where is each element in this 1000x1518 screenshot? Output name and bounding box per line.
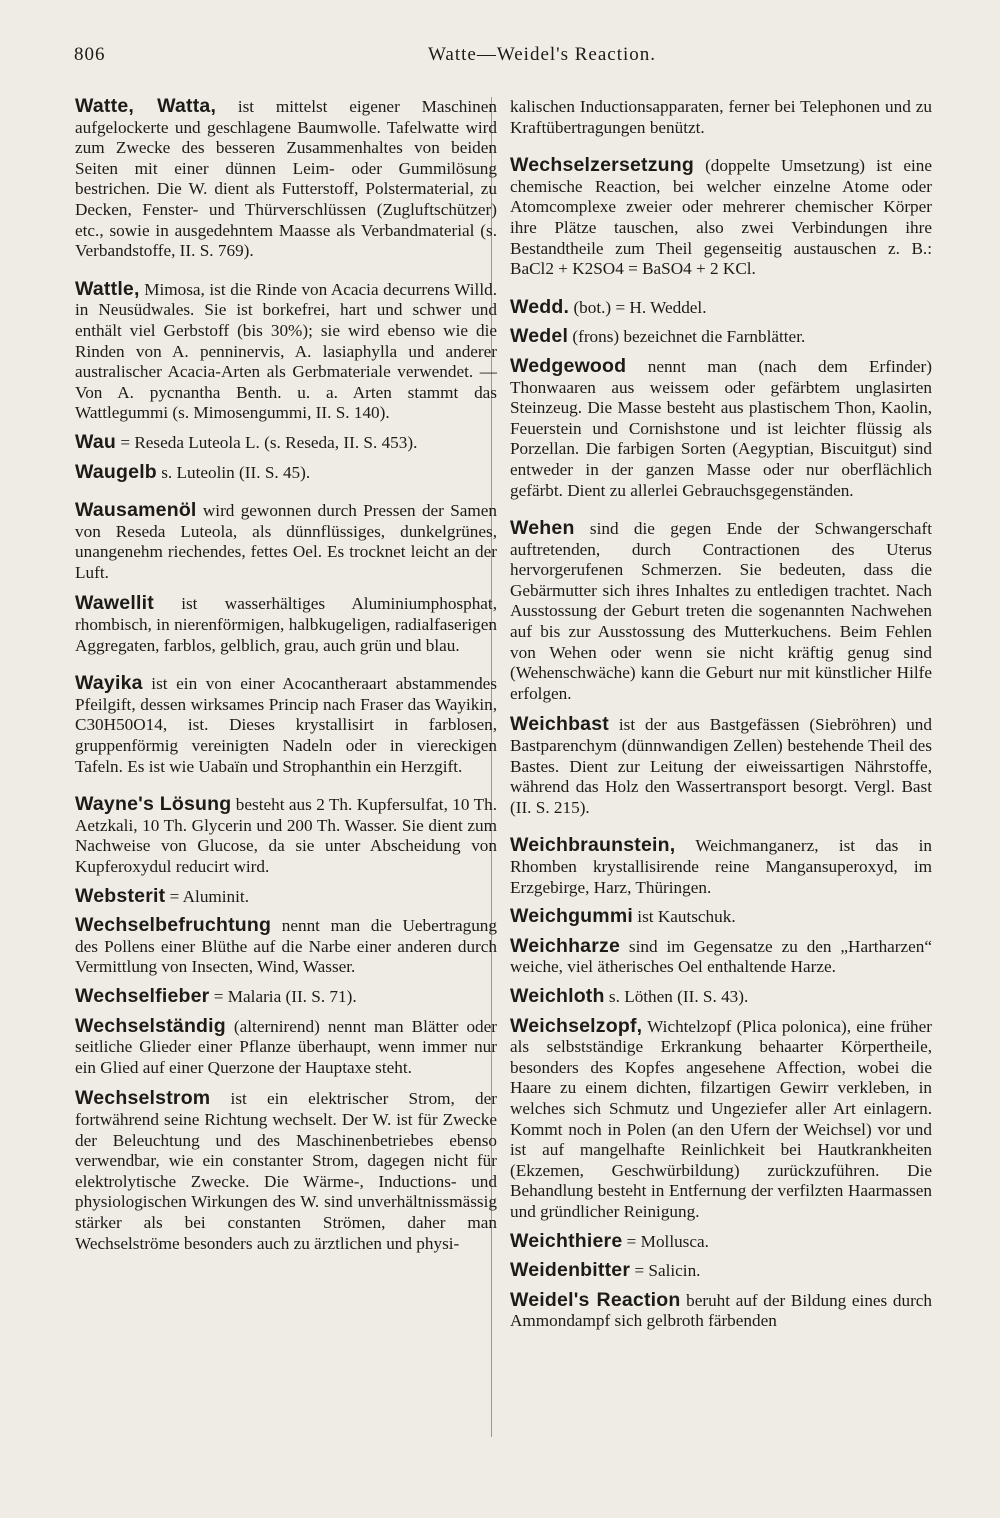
entry-text: kalischen Inductionsapparaten, ferner bei Telephonen und zu Kraftübertragungen benützt. bbox=[510, 97, 932, 137]
dictionary-entry bbox=[75, 986, 497, 1008]
dictionary-entry bbox=[510, 835, 932, 898]
entry-headword: Wehen bbox=[510, 517, 575, 540]
entry-text: ist Kautschuk. bbox=[633, 907, 736, 927]
dictionary-entry bbox=[75, 794, 497, 877]
entry-headword: Weichbraunstein, bbox=[510, 834, 676, 857]
entry-text: besteht aus 2 Th. Kupfersulfat, 10 Th. Aetzkali, 10 Th. Glycerin und 200 Th. Wasser. Sie dient zum Nachweise von Glucose, da sie unter Abscheidung von Kupferoxydul reducirt wird. bbox=[75, 795, 497, 876]
entry-text: ist ein elektrischer Strom, der fortwährend seine Richtung wechselt. Der W. ist für Zwecke der Beleuchtung und des Maschinenbetriebes ebenso verwendbar, wie ein constanter Strom, dagegen nicht für elektrolytische Zwecke. Die Wärme-, Inductions- und physiologischen Wirkungen des W. sind unverhältnissmässig stärker als bei constanten Strömen, daher man Wechselströme besonders auch zu ärztlichen und physi- bbox=[75, 1089, 497, 1253]
entry-text: (alternirend) nennt man Blätter oder seitliche Glieder einer Pflanze überhaupt, wenn immer nur ein Glied auf einer Querzone der Hauptaxe steht. bbox=[75, 1016, 497, 1077]
dictionary-entry bbox=[75, 593, 497, 656]
entry-headword: Wechselbefruchtung bbox=[75, 914, 272, 937]
dictionary-entry bbox=[75, 1016, 497, 1079]
entry-headword: Weichbast bbox=[510, 713, 609, 736]
entry-headword: Watte, Watta, bbox=[75, 95, 217, 117]
entry-text: beruht auf der Bildung eines durch Ammondampf sich gelbroth färbenden bbox=[510, 1290, 933, 1331]
dictionary-entry bbox=[510, 1290, 932, 1332]
page-number: 806 bbox=[74, 44, 106, 65]
dictionary-entry bbox=[510, 97, 932, 138]
dictionary-entry bbox=[510, 906, 932, 928]
dictionary-entry bbox=[75, 673, 497, 777]
entry-text: = Mollusca. bbox=[622, 1231, 709, 1251]
dictionary-entry bbox=[75, 500, 497, 583]
entry-headword: Wau bbox=[75, 430, 117, 453]
entry-text: nennt man die Uebertragung des Pollens einer Blüthe auf die Narbe einer anderen durch Vermittlung von Insecten, Wind, Wasser. bbox=[75, 916, 497, 977]
entry-headword: Wedgewood bbox=[510, 354, 627, 377]
entry-text: = Salicin. bbox=[630, 1261, 701, 1281]
entry-headword: Wawellit bbox=[75, 592, 154, 615]
dictionary-entry bbox=[510, 155, 932, 280]
dictionary-entry bbox=[75, 432, 497, 454]
entry-text: ist der aus Bastgefässen (Siebröhren) und Bastparenchym (dünnwandigen Zellen) bestehende Theil des Bastes. Dient zur Leitung der eiweissartigen Nährstoffe, während das Holz den Wassertransport besorgt. Vergl. Bast (II. S. 215). bbox=[510, 715, 932, 817]
entry-headword: Wattle, bbox=[75, 277, 140, 300]
dictionary-entry bbox=[75, 886, 497, 908]
entry-text: (frons) bezeichnet die Farnblätter. bbox=[568, 327, 806, 347]
entry-text: sind im Gegensatze zu den „Hartharzen“ weiche, viel ätherisches Oel enthaltende Harze. bbox=[510, 936, 932, 977]
entry-text: nennt man (nach dem Erfinder) Thonwaaren aus weissem oder gefärbtem unglasirten Steinzeug. Die Masse besteht aus plastischem Thon, Kaolin, Feuerstein und Cornishstone und ist leichter flüssig als Porzellan. Die farbigen Sorten (Aegyptian, Biscuitgut) sind entweder in der ganzen Masse oder nur oberflächlich gefärbt. Dient zu allerlei Gebrauchsgegenständen. bbox=[510, 356, 932, 500]
entry-text: s. Luteolin (II. S. 45). bbox=[156, 462, 311, 482]
entry-text: Weichmanganerz, ist das in Rhomben krystallisirende reine Mangansuperoxyd, im Erzgebirge, Harz, Thüringen. bbox=[510, 836, 932, 897]
running-header bbox=[74, 44, 940, 74]
entry-headword: Weidenbitter bbox=[510, 1259, 631, 1282]
entry-headword: Weichloth bbox=[510, 984, 605, 1007]
dictionary-entry bbox=[75, 279, 497, 424]
dictionary-entry bbox=[510, 986, 932, 1008]
entry-headword: Wechselzersetzung bbox=[510, 154, 695, 177]
entry-text: s. Löthen (II. S. 43). bbox=[604, 986, 749, 1006]
running-title: Watte—Weidel's Reaction. bbox=[427, 44, 657, 65]
entry-headword: Wayika bbox=[75, 672, 143, 695]
entry-text: (doppelte Umsetzung) ist eine chemische Reaction, bei welcher einzelne Atome oder Atomcomplexe zweier oder mehrerer chemischer Körper ihre Plätze tauschen, also zwei Verbindungen ihre Bestandtheile zum Theil gegenseitig austauschen z. B.: BaCl2 + K2SO4 = BaSO4 + 2 KCl. bbox=[510, 156, 932, 279]
entry-headword: Wedd. bbox=[510, 295, 570, 318]
entry-headword: Wausamenöl bbox=[75, 499, 197, 522]
dictionary-entry bbox=[510, 297, 932, 319]
entry-headword: Wechselständig bbox=[75, 1014, 226, 1037]
dictionary-entry bbox=[510, 518, 932, 704]
dictionary-entry bbox=[510, 1260, 932, 1282]
entry-headword: Weichselzopf, bbox=[510, 1014, 643, 1037]
entry-text: ist mittelst eigener Maschinen aufgelockerte und geschlagene Baumwolle. Tafelwatte wird zum Zwecke des besseren Zusammenhaltes von beiden Seiten mit einer dünnen Leim- oder Gummilösung bestrichen. Die W. dient als Futterstoff, Polstermaterial, zu Decken, Fenster- und Thürverschlüssen (Zugluftschützer) etc., sowie in ausgedehntem Maasse als Verbandmaterial (s. Verbandstoffe, II. S. 769). bbox=[75, 97, 497, 261]
entry-text: Mimosa, ist die Rinde von Acacia decurrens Willd. in Neusüdwales. Sie ist borkefrei, hart und schwer und enthält viel Gerbstoff (bis 30%); sie wird ebenso wie die Rinden von A. penninervis, A. lasiaphylla und anderer australischer Acacia-Arten als Gerbmateriale verwendet. — Von A. pycnantha Benth. u. a. Arten stammt das Wattlegummi (s. Mimosengummi, II. S. 140). bbox=[75, 279, 497, 423]
dictionary-entry bbox=[510, 714, 932, 818]
entry-headword: Weichgummi bbox=[510, 905, 633, 928]
entry-text: ist wasserhältiges Aluminiumphosphat, rhombisch, in nierenförmigen, halbkugeligen, radialfaserigen Aggregaten, farblos, gelblich, grau, auch grün und blau. bbox=[75, 594, 497, 655]
dictionary-entry bbox=[510, 326, 932, 348]
entry-text: Wichtelzopf (Plica polonica), eine früher als selbstständige Erkrankung behaarter Körpertheile, besonders des Kopfes angesehene Affection, wobei die Haare zu einem dichten, filzartigen Gewirr verkleben, in welches sich Schmutz und Ungeziefer aller Art einlagern. Kommt noch in Polen (an den Ufern der Weichsel) vor und ist auf mangelhafte Reinlichkeit bei Hautkrankheiten (Ekzemen, Geschwürbildung) zurückzuführen. Die Behandlung besteht in Entfernung der verfilzten Haarmassen und gründlicher Reinigung. bbox=[510, 1016, 932, 1221]
dictionary-entry bbox=[75, 96, 497, 262]
entry-text: (bot.) = H. Weddel. bbox=[569, 297, 707, 317]
entry-text: ist ein von einer Acocantheraart abstammendes Pfeilgift, dessen wirksames Princip nach Fraser das Wayikin, C30H50O14, ist. Dieses krystallisirt in farblosen, gruppenförmig vereinigten Nadeln oder in viereckigen Tafeln. Es ist wie Uabaïn und Strophanthin ein Herzgift. bbox=[75, 674, 497, 776]
entry-headword: Weichthiere bbox=[510, 1229, 623, 1252]
entry-text: wird gewonnen durch Pressen der Samen von Reseda Luteola, als dünnflüssiges, dunkelgrünes, unangenehm riechendes, fettes Oel. Es trocknet leicht an der Luft. bbox=[75, 501, 497, 582]
entry-headword: Wechselfieber bbox=[75, 984, 210, 1007]
dictionary-entry bbox=[510, 936, 932, 978]
entry-text: = Aluminit. bbox=[165, 886, 250, 906]
dictionary-entry bbox=[75, 915, 497, 978]
dictionary-entry bbox=[510, 1231, 932, 1253]
entry-headword: Weidel's Reaction bbox=[510, 1288, 681, 1311]
right-column bbox=[510, 97, 932, 1332]
dictionary-entry bbox=[75, 1088, 497, 1254]
entry-text: = Malaria (II. S. 71). bbox=[209, 986, 357, 1006]
entry-text: = Reseda Luteola L. (s. Reseda, II. S. 453). bbox=[116, 432, 418, 452]
dictionary-entry bbox=[510, 356, 932, 501]
left-column bbox=[75, 96, 497, 1254]
entry-headword: Wedel bbox=[510, 325, 569, 348]
dictionary-entry bbox=[510, 1016, 932, 1223]
dictionary-entry bbox=[75, 462, 497, 484]
entry-headword: Websterit bbox=[75, 884, 166, 907]
entry-headword: Wayne's Lösung bbox=[75, 793, 232, 816]
entry-text: sind die gegen Ende der Schwangerschaft auftretenden, durch Contractionen des Uterus hervorgerufenen Schmerzen. Sie bedeuten, dass die Gebärmutter sich ihres Inhaltes zu entledigen trachtet. Nach Ausstossung der Geburt treten die sogenannten Nachwehen auf bis zur Ausstossung des Mutterkuchens. Beim Fehlen von Wehen oder wenn sie nicht kräftig genug sind (Wehenschwäche) kann die Geburt nur mit künstlicher Hilfe erfolgen. bbox=[510, 519, 932, 703]
entry-headword: Waugelb bbox=[75, 460, 157, 483]
entry-headword: Weichharze bbox=[510, 934, 621, 957]
entry-headword: Wechselstrom bbox=[75, 1087, 211, 1110]
